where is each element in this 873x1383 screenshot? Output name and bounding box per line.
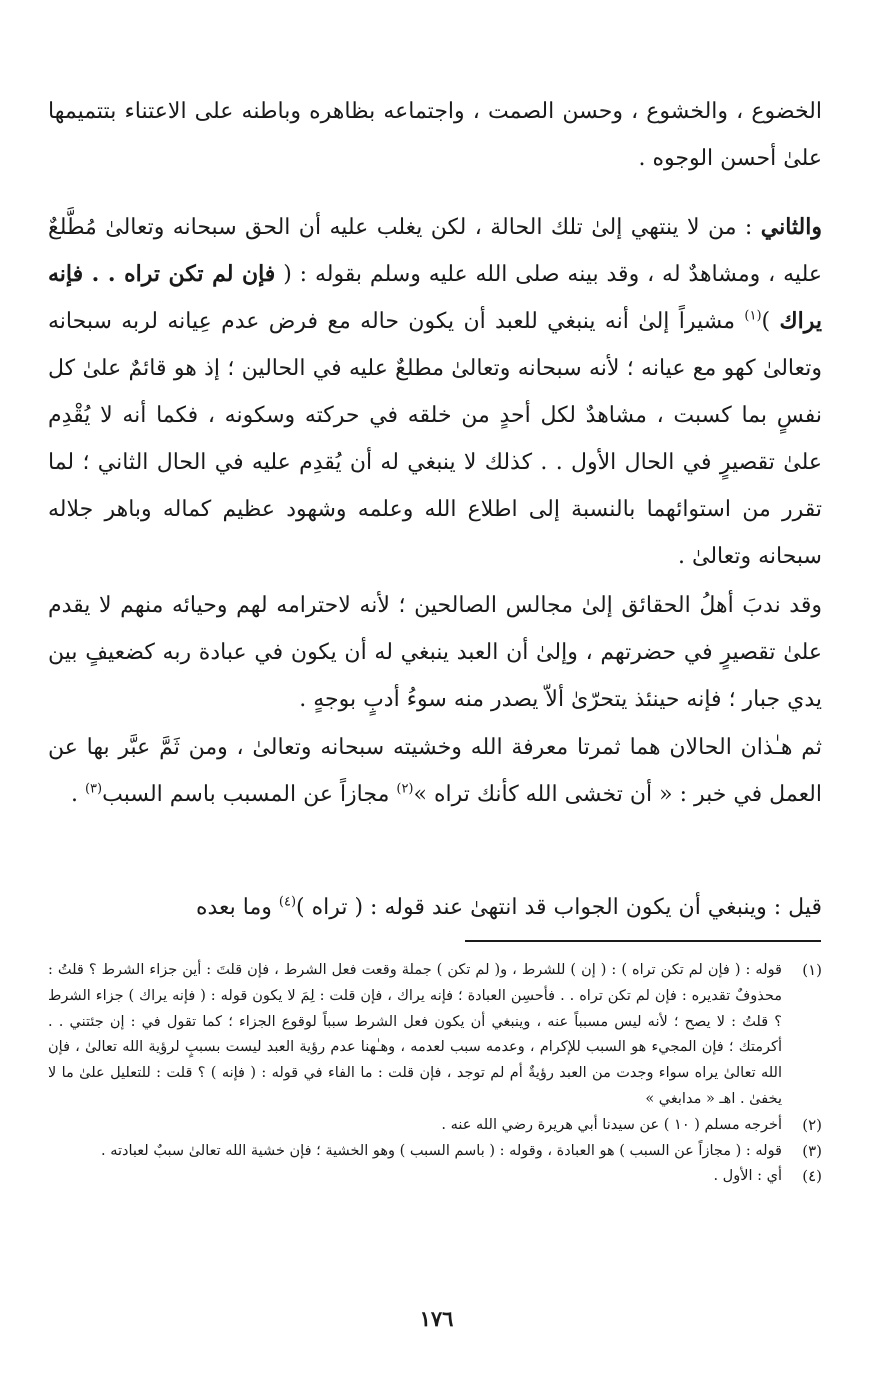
paragraph-3-text: وقد ندبَ أهلُ الحقائق إلىٰ مجالس الصالحين ؛ لأنه لاحترامه لهم وحيائه منهم لا يقدم علىٰ تقصيرٍ في حضرتهم ، وإلىٰ أن العبد ينبغي له أن يكون في عبادة ربه كضعيفٍ بين يدي جبار ؛ فإنه حينئذ يتحرّىٰ ألاّ يصدر منه سوءُ أدبٍ بوجهٍ . [48,593,822,712]
paragraph-4-text-c: . [70,782,85,807]
footnote-text: قوله : ( مجازاً عن السبب ) هو العبادة ، وقوله : ( باسم السبب ) وهو الخشية ؛ فإن خشية الله تعالىٰ سببٌ لعبادته . [101,1142,782,1159]
footnote-number: (٢) [802,1115,822,1134]
footnotes [48,958,822,1190]
footnote-text: قوله : ( فإن لم تكن تراه ) : ( إن ) للشرط ، و( لم تكن ) جملة وقعت فعل الشرط ، فإن قلتَ : أين جزاء الشرط ؟ قلتُ : محذوفٌ تقديره : فإن لم تكن تراه . . فأحسِن العبادة ؛ فإنه يراك ، فإن قلت : لِمَ لا يكون قوله : ( فإنه يراك ) جزاء الشرط ؟ قلتُ : لا يصح ؛ لأنه ليس مسبباً عنه ، وينبغي أن يكون فعل الشرط سبباً لوقوع الجزاء ؛ كما تقول في : إن جئتني . . أكرمتك ؛ فإن المجيء هو السبب للإكرام ، وعدمه سبب لعدمه ، وهـٰهنا عدم رؤية العبد ليست بسببٍ لرؤية الله تعالىٰ ، فإن الله تعالىٰ يراه سواء وجدت من العبد رؤيةٌ أم لم توجد ، فإن قلت : ما الفاء في قوله : ( فإنه ) ؟ قلت : للتعليل علىٰ ما لا يخفىٰ . اهـ « مدابغي » [48,962,782,1107]
paragraph-4 [48,724,822,818]
paragraph-1-text: الخضوع ، والخشوع ، وحسن الصمت ، واجتماعه بظاهره وباطنه على الاعتناء بتتميمها علىٰ أحسن الوجوه . [48,99,822,171]
footnote-4 [48,1164,822,1190]
paragraph-1 [48,88,822,182]
hadith-quote: فإن لم تكن تراه . . فإنه يراك [48,261,822,334]
paragraph-4-text-b: مجازاً عن المسبب باسم السبب [102,782,397,807]
paragraph-5 [48,884,822,931]
footnote-3 [48,1139,822,1165]
paragraph-4-text-a: ثم هـٰذان الحالان هما ثمرتا معرفة الله وخشيته سبحانه وتعالىٰ ، ومن ثَمَّ عبَّر بها عن العمل في خبر : « أن تخشى الله كأنك تراه » [48,735,822,807]
footnote-1 [48,958,822,1113]
paragraph-5-text-b: وما بعده [195,895,279,920]
paragraph-3 [48,582,822,723]
paragraph-2 [48,204,822,580]
footnote-ref-2[interactable]: (٢) [396,781,414,797]
footnote-number: (٤) [802,1167,822,1186]
paragraph-2-text-b: ) [761,309,780,334]
footnote-number: (١) [802,961,822,979]
paragraph-5-text-a: قيل : وينبغي أن يكون الجواب قد انتهىٰ عند قوله : ( تراه ) [296,895,822,920]
page-number: ١٧٦ [419,1306,454,1331]
footnote-separator [465,940,821,942]
paragraph-2-lead: والثاني [760,214,822,240]
footnote-ref-1[interactable]: (١) [744,308,762,324]
footnote-text: أخرجه مسلم ( ١٠ ) عن سيدنا أبي هريرة رضي الله عنه . [441,1116,782,1133]
footnote-2 [48,1113,822,1139]
paragraph-2-text-c: مشيراً إلىٰ أنه ينبغي للعبد أن يكون حاله مع فرض عدم عِيانه لربه سبحانه وتعالىٰ كهو مع عيانه ؛ لأنه سبحانه وتعالىٰ مطلعٌ عليه في الحالين ؛ إذ هو قائمٌ علىٰ كل نفسٍ بما كسبت ، مشاهدٌ لكل أحدٍ من خلقه في حركته وسكونه ، فكما أنه لا يُقْدِم علىٰ تقصيرٍ في الحال الأول . . كذلك لا ينبغي له أن يُقدِم عليه في الحال الثاني ؛ لما تقرر من استوائهما بالنسبة إلى اطلاع الله وعلمه وشهود عظيم كماله وباهر جلاله سبحانه وتعالىٰ . [48,309,822,569]
footnote-number: (٣) [802,1141,822,1160]
footnote-ref-4[interactable]: (٤) [278,894,297,910]
paragraph-2-text-a: : من لا ينتهي إلىٰ تلك الحالة ، لكن يغلب عليه أن الحق سبحانه وتعالىٰ مُطَّلعٌ عليه ، ومشاهدٌ له ، وقد بينه صلى الله عليه وسلم بقوله : ( [48,215,822,287]
footnote-ref-3[interactable]: (٣) [84,781,103,797]
footnote-text: أي : الأول . [713,1168,782,1185]
